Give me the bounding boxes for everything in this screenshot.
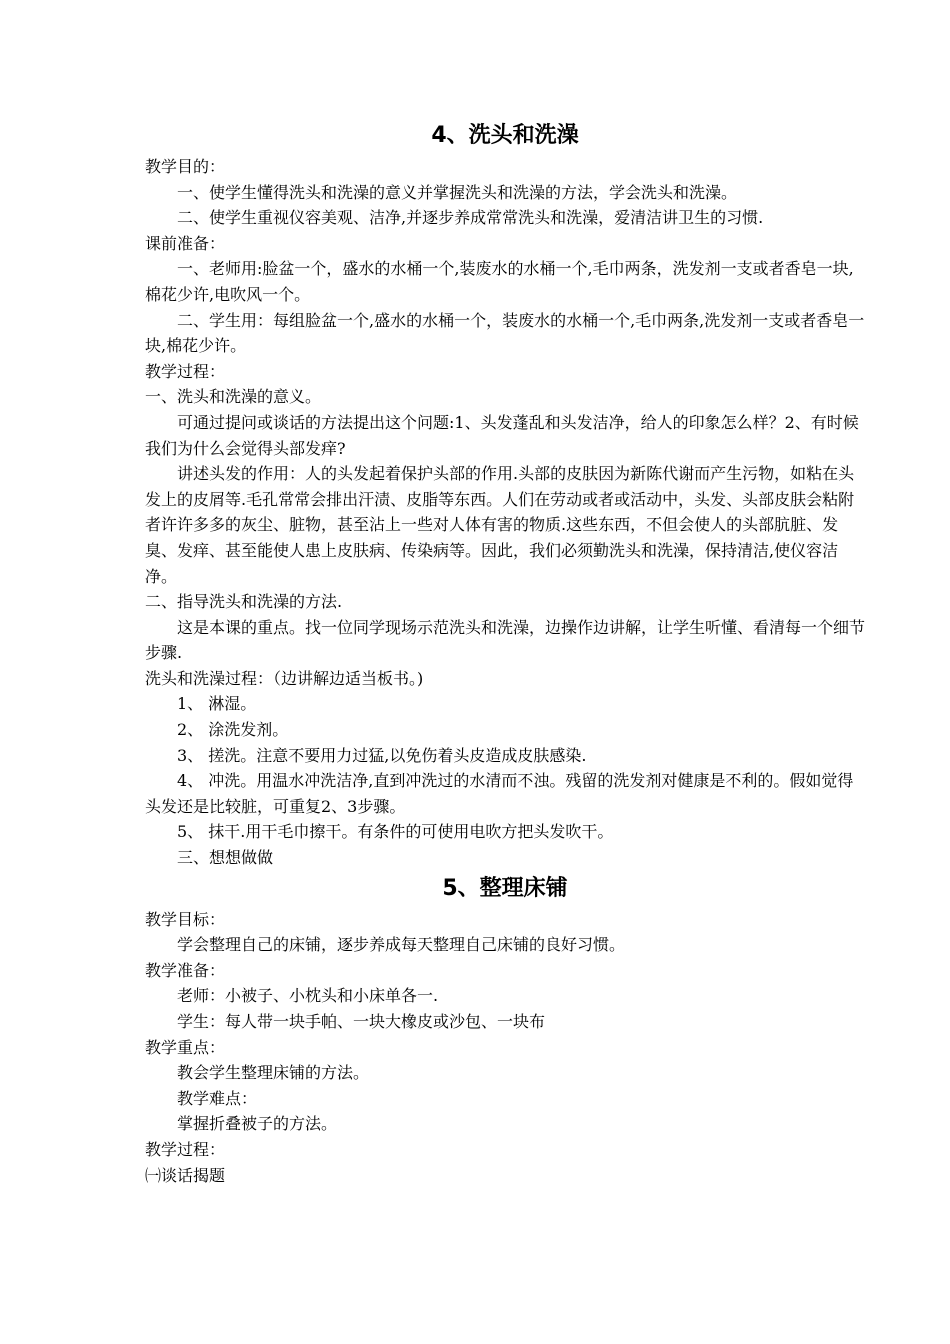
process-label: 教学过程： <box>145 361 226 381</box>
step-1: 1、 淋湿。 <box>177 694 257 714</box>
part-3-title: 三、想想做做 <box>177 848 274 868</box>
section-4-title: 4、洗头和洗澡 <box>431 123 579 148</box>
prep-label: 教学准备： <box>145 960 226 980</box>
goal-label: 教学目的： <box>145 157 226 176</box>
part-1-title: 一、洗头和洗澡的意义。 <box>145 387 322 407</box>
step-2: 2、 涂洗发剂。 <box>177 720 289 740</box>
section-5-title: 5、整理床铺 <box>442 875 568 901</box>
document-page <box>145 118 865 1188</box>
prep-item-teacher: 老师：小被子、小枕头和小床单各一. <box>177 986 439 1006</box>
key-point-label: 教学重点： <box>145 1037 226 1057</box>
step-3: 3、 搓洗。注意不要用力过猛,以免伤着头皮造成皮肤感染. <box>177 745 587 765</box>
goal-item-1: 一、使学生懂得洗头和洗澡的意义并掌握洗头和洗澡的方法，学会洗头和洗澡。 <box>177 182 738 202</box>
goal-label: 教学目标： <box>145 909 226 929</box>
step-5: 5、 抹干.用干毛巾擦干。有条件的可使用电吹方把头发吹干。 <box>177 822 614 842</box>
difficulty-label: 教学难点： <box>177 1088 258 1108</box>
step-4: 4、 冲洗。用温水冲洗洁净,直到冲洗过的水清而不浊。残留的洗发剂对健康是不利的。假如觉得头发还是比较脏，可重复2、3步骤。 <box>145 771 854 816</box>
key-point-text: 教会学生整理床铺的方法。 <box>177 1063 370 1083</box>
process-label: 教学过程： <box>145 1139 226 1159</box>
goal-item-1: 学会整理自己的床铺，逐步养成每天整理自己床铺的良好习惯。 <box>177 935 626 955</box>
part-2-title: 二、指导洗头和洗澡的方法. <box>145 592 343 612</box>
steps-label: 洗头和洗澡过程：（边讲解边适当板书。) <box>145 668 424 688</box>
part-1-paragraph-1: 可通过提问或谈话的方法提出这个问题:1、头发蓬乱和头发洁净，给人的印象怎么样？2、有时候我们为什么会觉得头部发痒? <box>145 412 859 458</box>
prep-item-student: 二、学生用：每组脸盆一个,盛水的水桶一个，装废水的水桶一个,毛巾两条,洗发剂一支或者香皂一块,棉花少许。 <box>145 310 865 356</box>
prep-item-teacher: 一、老师用:脸盆一个，盛水的水桶一个,装废水的水桶一个,毛巾两条，洗发剂一支或者香皂一块,棉花少许,电吹风一个。 <box>145 259 854 304</box>
part-1-title: ㈠谈话揭题 <box>145 1165 226 1185</box>
part-1-paragraph-2: 讲述头发的作用：人的头发起着保护头部的作用.头部的皮肤因为新陈代谢而产生污物，如粘在头发上的皮屑等.毛孔常常会排出汗渍、皮脂等东西。人们在劳动或者或活动中，头发、头部皮肤会粘附者许许多多的灰尘、脏物，甚至沾上一些对人体有害的物质.这些东西，不但会使人的头部肮脏、发臭、发痒、甚至能使人患上皮肤病、传染病等。因此，我们必须勤洗头和洗澡，保持清洁,使仪容洁净。 <box>145 464 855 586</box>
difficulty-text: 掌握折叠被子的方法。 <box>177 1114 338 1134</box>
prep-label: 课前准备： <box>145 233 226 253</box>
part-2-paragraph-1: 这是本课的重点。找一位同学现场示范洗头和洗澡，边操作边讲解，让学生听懂、看清每一个细节步骤. <box>145 617 866 663</box>
prep-item-student: 学生：每人带一块手帕、一块大橡皮或沙包、一块布 <box>177 1012 546 1031</box>
goal-item-2: 二、使学生重视仪容美观、洁净,并逐步养成常常洗头和洗澡，爱清洁讲卫生的习惯. <box>177 208 764 228</box>
